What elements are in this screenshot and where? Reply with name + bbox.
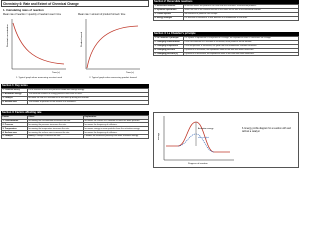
factor-explanation: Increases energy so more particles have the activation energy. [84,127,149,131]
le-chatelier-def: If a system at equilibrium is subjected to a change, the equilibrium shifts to counteract the change. [184,37,299,41]
reactant-graph-xlabel: Time (s) [52,72,60,74]
energy-profile-diagram [158,114,238,167]
factor-effect: Increasing the temperature increases the rate. [28,127,84,131]
equation-1-rhs: quantity of reactant used / time [28,13,62,16]
factor-effect: Adding a catalyst increases the rate. [28,135,84,139]
product-graph [80,17,142,75]
le-chatelier-def: If pressure is decreased, the equilibrium shifts to the side with more molecules. [184,52,299,56]
le-chatelier-term: 3. Changing temperature [154,44,184,48]
key-term-def: The number of particles at the surface of a substance. [28,100,149,104]
le-chatelier-table [153,36,299,56]
key-term: 2. Activation energy [2,92,28,96]
le-chatelier-term: 5. Changing pressure (2) [154,52,184,56]
reactant-graph-ylabel: Reactant concentration [7,24,9,47]
equation-1 [3,13,61,16]
energy-label: Energy [158,133,160,140]
table-row [2,135,149,139]
factors-header: Section 3: Factors affecting rate [1,111,149,115]
reactant-graph [6,17,68,75]
key-term-def: Increase the rate of a reaction but is not used up during the reaction. [28,96,149,100]
le-chatelier-header: Section 4: Le Chatelier's principle [153,32,299,36]
key-terms-table [1,88,149,105]
key-term: 1. Collision theory [2,89,28,93]
table-row [154,16,299,20]
catalyst-label: with catalyst [198,137,209,139]
column-header: Effect [28,116,84,120]
reversible-header: Section 2: Reversible reactions [153,0,299,4]
column-header: Factor [2,116,28,120]
product-graph-ylabel: Product formed [81,32,83,47]
energy-profile-note: 6. Energy profile diagram for a reaction with and without a catalyst [242,128,291,133]
page-title: Chemistry 6: Rate and Extent of Chemical Change [1,0,149,7]
table-row [154,52,299,56]
equation-1-lhs: Mean rate of reaction = [3,13,28,16]
product-graph-caption: 2. Typical graph when measuring product formed [89,77,137,79]
table-row [2,100,149,104]
le-chatelier-def: If pressure is increased, the equilibrium shifts to the side with fewer molecules. [184,48,299,52]
factor: 5. Catalyst [2,135,28,139]
le-chatelier-def: If the concentration of a reactant is increased, more products will be formed. [184,40,299,44]
reversible-def: If a reaction is exothermic in one direction it is endothermic in the other. [184,16,299,20]
progress-label: Progress of reaction [188,163,208,165]
key-term-def: The minimum amount of energy particles must have to react. [28,92,149,96]
reversible-table [153,4,299,21]
reactant-graph-caption: 1. Typical graph when measuring reactant used [16,77,62,79]
factor: 4. Surface area [2,131,28,135]
column-header: Explanation [84,116,149,120]
reversible-def: A reaction where the products can also form the reactants. Reactants ⇌ products [184,5,299,9]
key-terms-header: Section 1: Key terms [1,84,149,88]
factor: 2. Pressure [2,123,28,127]
le-chatelier-def: If the temperature is increased, the yield from the endothermic reaction increases. [184,44,299,48]
equation-2-rhs: amount of product formed / time [91,13,126,16]
product-graph-xlabel: Time (s) [126,72,134,74]
section-subtitle: 1. Calculating rates of reaction [3,8,44,12]
equation-2 [78,13,125,16]
factor-explanation: Increases the chance of a collision as there are more particles. [84,119,149,123]
factor-effect: Increasing the concentration increases the rate. [28,119,84,123]
equation-2-lhs: Mean rate = [78,13,91,16]
le-chatelier-term: 2. Changing concentration [154,40,184,44]
reversible-term: 3. Closed system [154,12,184,16]
key-term-def: For a reaction to occur the particles collide with enough energy. [28,89,149,93]
le-chatelier-term: 1. Le Chatelier's principle [154,37,184,41]
factor-effect: Increasing the pressure increases the rate. [28,123,84,127]
reversible-term: 1. Reversible reaction [154,5,184,9]
reversible-def: When the rate of the forward reaction is the same as the rate of the backward reaction. [184,8,299,12]
factor-explanation: Increases the frequency of collisions. [84,131,149,135]
factors-table [1,115,149,139]
reversible-def: No reactants or products can escape. [184,12,299,16]
factor-explanation: Increases the frequency of collisions. [84,123,149,127]
factor: 3. Temperature [2,127,28,131]
key-term: 4. Surface area [2,100,28,104]
le-chatelier-term: 4. Changing pressure [154,48,184,52]
reversible-term: 2. Dynamic equilibrium [154,8,184,12]
activation-energy-label: Activation energy [198,128,214,130]
factor-explanation: Provides an alternative pathway with lower activation energy. [84,135,149,139]
key-term: 3. Catalyst [2,96,28,100]
reversible-term: 4. Energy changes [154,16,184,20]
factor: 1. Concentration [2,119,28,123]
factor-effect: Increasing the surface area increases the rate. [28,131,84,135]
